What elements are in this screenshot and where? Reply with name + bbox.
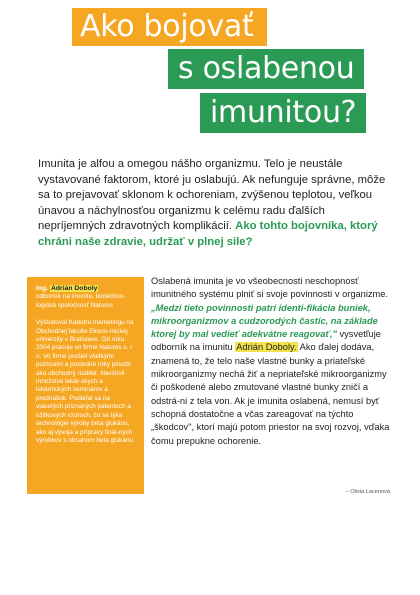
expert-bio: Vyštudoval Katedru marketingu na Obchodnej fakulte Ekono-mickej univerzity v Bratislave. Od roku 2004 pracuje vo firme Natures s. r. o. Vo firme prešiel všetkými pozíciami a posledné roky pôsobí ako obchodný riaditeľ. Navštívil množstvo lekár-skych a lekárnických seminárov a prednášok. Podieľal sa na viacerých priznaných patentoch a úžitkových vzoroch, čo sa týka technológie výroby beta glukánu, ako aj vývoja a prípravy finál-nych výrobkov s obsahom beta glukánu. [36, 319, 135, 444]
title-line-3: imunitou? [200, 93, 366, 133]
body-part-1: Oslabená imunita je vo všeobecnosti neschopnosť imunitného systému plniť si svoje povinnosti v organizme. [151, 276, 389, 300]
body-part-3: Ako ďalej dodáva, znamená to, že telo naše vlastné bunky a priateľské mikroorganizmy nechá žiť a nepriateľské mikroorganizmy či poškodené alebo zmutované vlastné bunky zničí a odstrá-ni z tela von. Ak je imunita oslabená, nemusí byť schopná dostatočne a včas zareagovať na týchto „škodcov", ktorí majú potom priestor na svoj rozvoj, vďaka čomu prepukne ochorenie. [151, 342, 390, 446]
title-line-1: Ako bojovať [72, 8, 267, 46]
body-name-highlight: Adrián Doboly. [236, 342, 297, 353]
author-credit: – Olivia Lacenová [345, 489, 390, 495]
expert-name [36, 285, 138, 293]
body-quote: „Medzi tieto povinnosti patrí identi-fikácia buniek, mikroorganizmov a cudzorodých častíc, na základe ktorej by mal vedieť adekvátne reagovať," [151, 302, 378, 340]
intro-question: Ako tohto bojovníka, ktorý chráni naše zdravie, udržať v plnej sile? [38, 220, 378, 248]
expert-role: odborník na imunitu, biotechno-logická spoločnosť Natures [36, 293, 126, 309]
intro-paragraph [38, 157, 390, 251]
expert-title: Ing. [36, 285, 49, 292]
body-part-2: vysvetľuje odborník na imunitu [151, 329, 381, 353]
expert-sidebar [27, 277, 144, 494]
article-body [151, 275, 391, 448]
title-line-2: s oslabenou [168, 49, 364, 89]
intro-text: Imunita je alfou a omegou nášho organizmu. Telo je neustále vystavované faktorom, ktoré ju oslabujú. Ak nefunguje správne, môže sa to prejavovať sklonom k ochoreniam, zvýšenou teplotou, veľkou únavou a náchylnosťou organizmu k celému radu ďalších nepríjemných zdravotných komplikácií. [38, 158, 386, 233]
expert-name-highlight: Adrián Doboly [50, 285, 98, 292]
